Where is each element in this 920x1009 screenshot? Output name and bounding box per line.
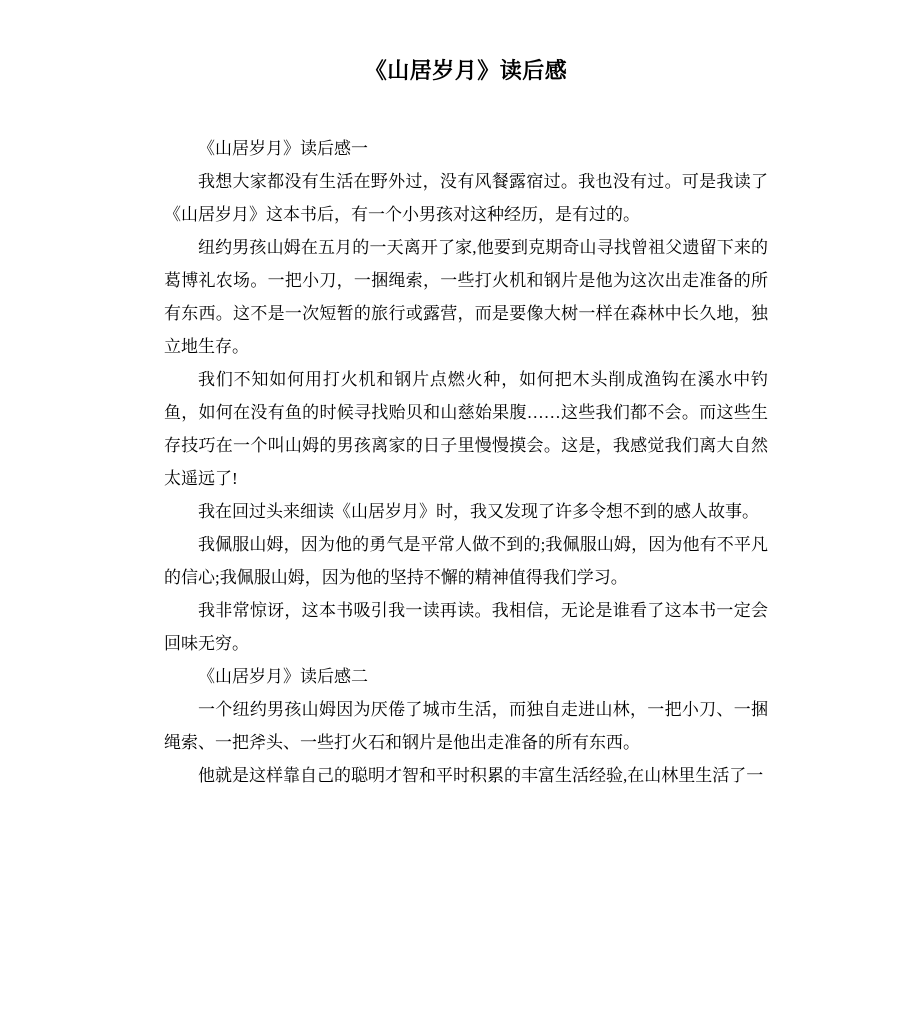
paragraph: 我非常惊讶，这本书吸引我一读再读。我相信，无论是谁看了这本书一定会回味无穷。 [164,601,768,653]
paragraph: 我们不知如何用打火机和钢片点燃火种，如何把木头削成渔钩在溪水中钓鱼，如何在没有鱼的时候寻找贻贝和山慈始果腹……这些我们都不会。而这些生存技巧在一个叫山姆的男孩离家的日子里慢慢摸会。这是，我感觉我们离大自然太遥远了! [164,370,768,488]
document-title: 《山居岁月》读后感 [364,58,568,83]
paragraph: 我想大家都没有生活在野外过，没有风餐露宿过。我也没有过。可是我读了《山居岁月》这本书后，有一个小男孩对这种经历，是有过的。 [164,172,768,224]
paragraph-subtitle-1: 《山居岁月》读后感一 [198,139,368,158]
paragraph: 我在回过头来细读《山居岁月》时，我又发现了许多令想不到的感人故事。 [198,502,759,521]
paragraph-subtitle-2: 《山居岁月》读后感二 [198,667,368,686]
paragraph: 纽约男孩山姆在五月的一天离开了家,他要到克期奇山寻找曾祖父遗留下来的葛博礼农场。一把小刀，一捆绳索，一些打火机和钢片是他为这次出走准备的所有东西。这不是一次短暂的旅行或露营，而是要像大树一样在森林中长久地，独立地生存。 [164,238,768,356]
paragraph: 他就是这样靠自己的聪明才智和平时积累的丰富生活经验,在山林里生活了一 [198,766,764,785]
paragraph: 我佩服山姆，因为他的勇气是平常人做不到的;我佩服山姆，因为他有不平凡的信心;我佩服山姆，因为他的坚持不懈的精神值得我们学习。 [164,535,768,587]
paragraph: 一个纽约男孩山姆因为厌倦了城市生活，而独自走进山林，一把小刀、一捆绳索、一把斧头、一些打火石和钢片是他出走准备的所有东西。 [164,700,768,752]
